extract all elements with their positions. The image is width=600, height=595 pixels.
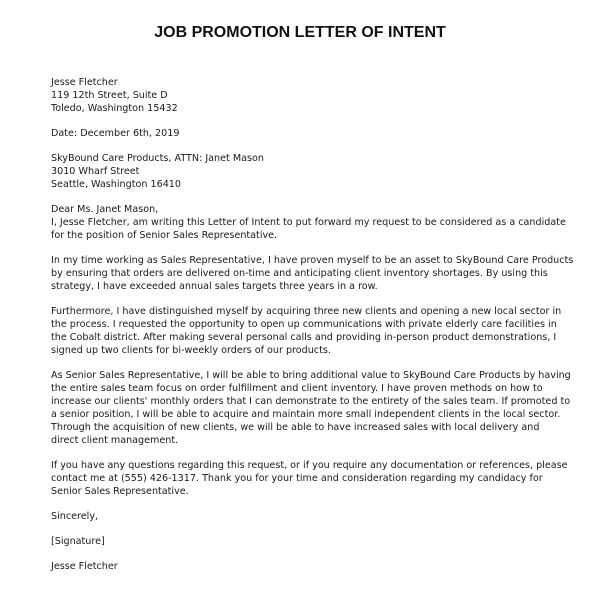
signature-placeholder: [Signature] bbox=[51, 536, 105, 547]
paragraph-line: direct client management. bbox=[51, 435, 179, 446]
paragraph-3 bbox=[51, 305, 571, 357]
paragraph-line: increase our clients' monthly orders that I can demonstrate to the entirety of the sales team. If promoted to bbox=[51, 396, 571, 407]
paragraph-4 bbox=[51, 369, 571, 447]
recipient-line3: Seattle, Washington 16410 bbox=[51, 179, 182, 190]
recipient-line1: SkyBound Care Products, ATTN: Janet Mason bbox=[51, 153, 264, 164]
paragraph-line: for the position of Senior Sales Representative. bbox=[51, 230, 278, 241]
paragraph-line: As Senior Sales Representative, I will be able to bring additional value to SkyBound Care Products by having bbox=[51, 370, 571, 381]
paragraph-line: In my time working as Sales Representative, I have proven myself to be an asset to SkyBound Care Products bbox=[51, 255, 574, 266]
paragraph-line: I, Jesse Fletcher, am writing this Letter of Intent to put forward my request to be considered as a candidate bbox=[51, 217, 566, 228]
paragraph-line: If you have any questions regarding this request, or if you require any documentation or references, please bbox=[51, 460, 568, 471]
closing: Sincerely, bbox=[51, 511, 99, 522]
paragraph-line: signed up two clients for bi-weekly orders of our products. bbox=[51, 345, 331, 356]
sender-name: Jesse Fletcher bbox=[51, 77, 118, 88]
paragraph-line: Senior Sales Representative. bbox=[51, 486, 189, 497]
paragraph-line: the Cobalt district. After making several personal calls and providing in-person product demonstrations, I bbox=[51, 332, 557, 343]
sender-address bbox=[51, 76, 571, 115]
sender-address-line1: 119 12th Street, Suite D bbox=[51, 90, 168, 101]
paragraph-line: Through the acquisition of new clients, we will be able to have increased sales with local delivery and bbox=[51, 422, 540, 433]
signer-name: Jesse Fletcher bbox=[51, 561, 118, 572]
paragraph-line: the process. I requested the opportunity to open up communications with private elderly care facilities in bbox=[51, 319, 557, 330]
letter-body bbox=[51, 76, 574, 573]
page-title: JOB PROMOTION LETTER OF INTENT bbox=[154, 24, 446, 41]
paragraph-2 bbox=[51, 254, 574, 293]
recipient-address bbox=[51, 152, 571, 191]
paragraph-1 bbox=[51, 216, 571, 242]
sender-address-line2: Toledo, Washington 15432 bbox=[51, 103, 178, 114]
paragraph-line: by ensuring that orders are delivered on-time and anticipating client inventory shortages. By using this bbox=[51, 268, 548, 279]
paragraph-line: strategy, I have exceeded annual sales targets three years in a row. bbox=[51, 281, 378, 292]
salutation: Dear Ms. Janet Mason, bbox=[51, 204, 159, 215]
paragraph-line: the entire sales team focus on order fulfillment and client inventory. I have proven methods on how to bbox=[51, 383, 543, 394]
paragraph-line: Furthermore, I have distinguished myself by acquiring three new clients and opening a new local sector in bbox=[51, 306, 562, 317]
letter-date: Date: December 6th, 2019 bbox=[51, 128, 180, 139]
recipient-line2: 3010 Wharf Street bbox=[51, 166, 140, 177]
paragraph-5 bbox=[51, 459, 571, 498]
paragraph-line: a senior position, I will be able to acquire and maintain more small independent clients in the local sector. bbox=[51, 409, 561, 420]
paragraph-line: contact me at (555) 426-1317. Thank you for your time and consideration regarding my candidacy for bbox=[51, 473, 543, 484]
